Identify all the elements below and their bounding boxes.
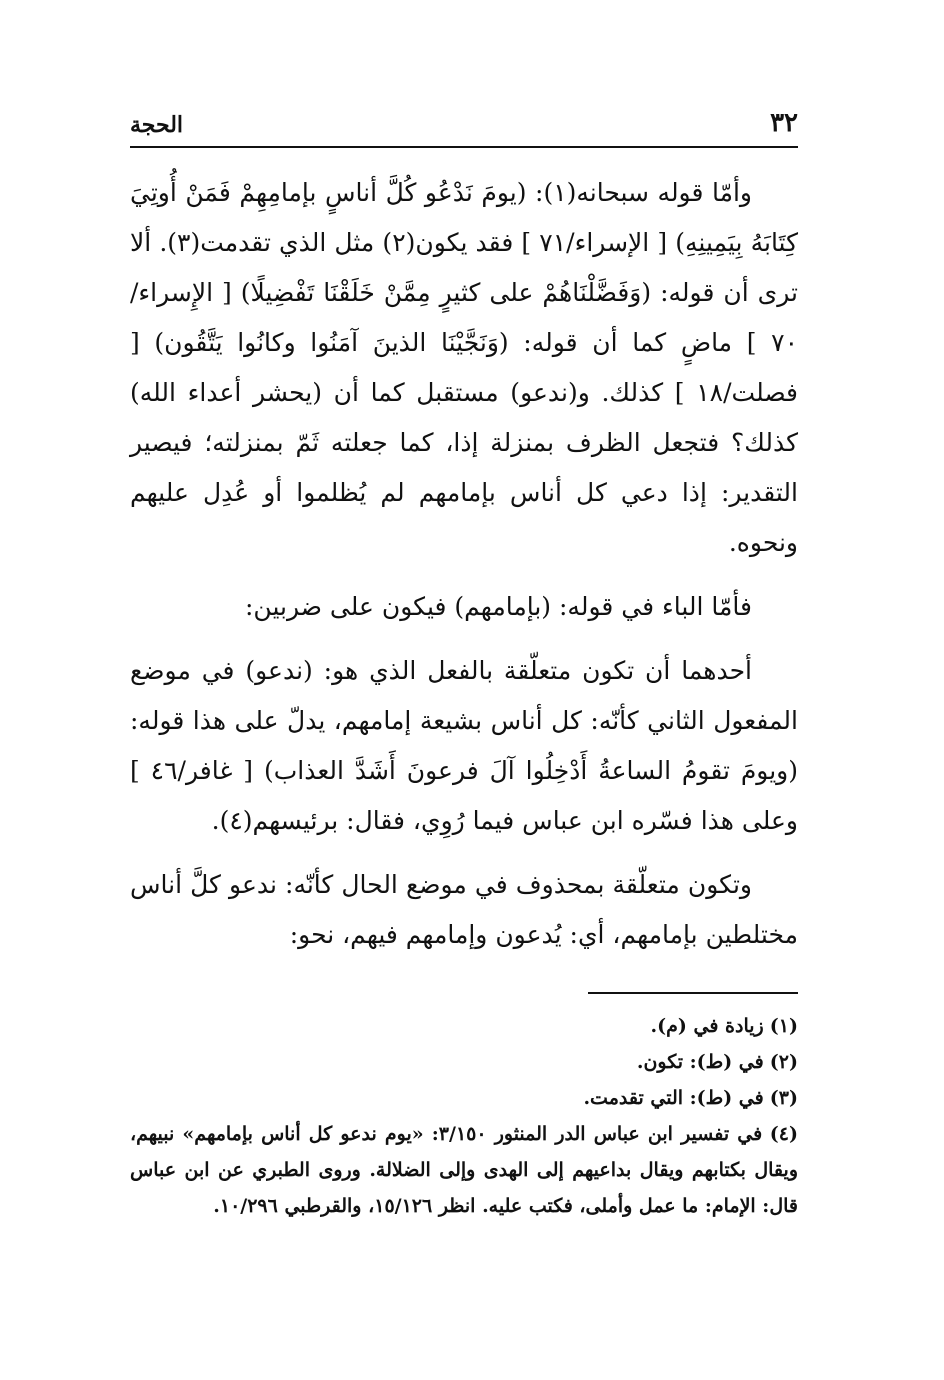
page-number: ٣٢ xyxy=(770,108,798,138)
paragraph: أحدهما أن تكون متعلّقة بالفعل الذي هو: (ندعو) في موضع المفعول الثاني كأنّه: كل أناس بشيعة إمامهم، يدلّ على هذا قوله: (ويومَ تقومُ الساعةُ أَدْخِلُوا آلَ فرعونَ أَشَدَّ العذاب) [ غافر/٤٦ ] وعلى هذا فسّره ابن عباس فيما رُوِي، فقال: برئيسهم(٤). xyxy=(130,656,799,835)
page-header xyxy=(130,108,798,146)
footnote xyxy=(130,1116,798,1224)
footnote-divider xyxy=(588,992,798,994)
footnote-number: (٤) xyxy=(769,1123,799,1145)
footnote-text: في تفسير ابن عباس الدر المنثور ٣/١٥٠: «يوم ندعو كل أناس بإمامهم» نبيهم، ويقال بكتابهم ويقال بداعيهم إلى الهدى وإلى الضلالة. وروى الطبري عن ابن عباس قال: الإمام: ما عمل وأملى، فكتب عليه. انظر ١٥/١٢٦، والقرطبي ١٠/٢٩٦. xyxy=(130,1123,798,1217)
footnote xyxy=(130,1080,798,1116)
paragraph: وتكون متعلّقة بمحذوف في موضع الحال كأنّه: ندعو كلَّ أناس مختلطين بإمامهم، أي: يُدعون وإمامهم فيهم، نحو: xyxy=(130,870,798,949)
running-title: الحجة xyxy=(130,112,184,138)
footnote-number: (٢) xyxy=(769,1051,798,1073)
paragraph: فأمّا الباء في قوله: (بإمامهم) فيكون على ضربين: xyxy=(244,592,752,621)
footnote-text: في (ط): تكون. xyxy=(636,1051,764,1073)
footnote xyxy=(130,1044,798,1080)
footnote-text: في (ط): التي تقدمت. xyxy=(583,1087,764,1109)
footnote-number: (٣) xyxy=(769,1087,798,1109)
header-divider xyxy=(130,146,798,148)
footnote-number: (١) xyxy=(769,1015,798,1037)
footnote-text: زيادة في (م). xyxy=(650,1015,764,1037)
footnotes xyxy=(130,1008,798,1224)
main-text xyxy=(130,168,798,974)
footnote xyxy=(130,1008,798,1044)
paragraph: وأمّا قوله سبحانه(١): (يومَ نَدْعُو كُلَّ أناسٍ بإمامِهِمْ فَمَنْ أُوتِيَ كِتَابَهُ بِيَمِينِهِ) [ الإسراء/٧١ ] فقد يكون(٢) مثل الذي تقدمت(٣). ألا ترى أن قوله: (وَفَضَّلْنَاهُمْ على كثيرٍ مِمَّنْ خَلَقْنَا تَفْضِيلًا) [ الإِسراء/٧٠ ] ماضٍ كما أن قوله: (وَنَجَّيْنَا الذينَ آمَنُوا وكانُوا يَتَّقُون) [ فصلت/١٨ ] كذلك. و(ندعو) مستقبل كما أن (يحشر أعداء الله) كذلك؟ فتجعل الظرف بمنزلة إذا، كما جعلته ثَمّ بمنزلته؛ فيصير التقدير: إذا دعي كل أناس بإمامهم لم يُظلموا أو عُدِل عليهم ونحوه. xyxy=(130,178,799,557)
